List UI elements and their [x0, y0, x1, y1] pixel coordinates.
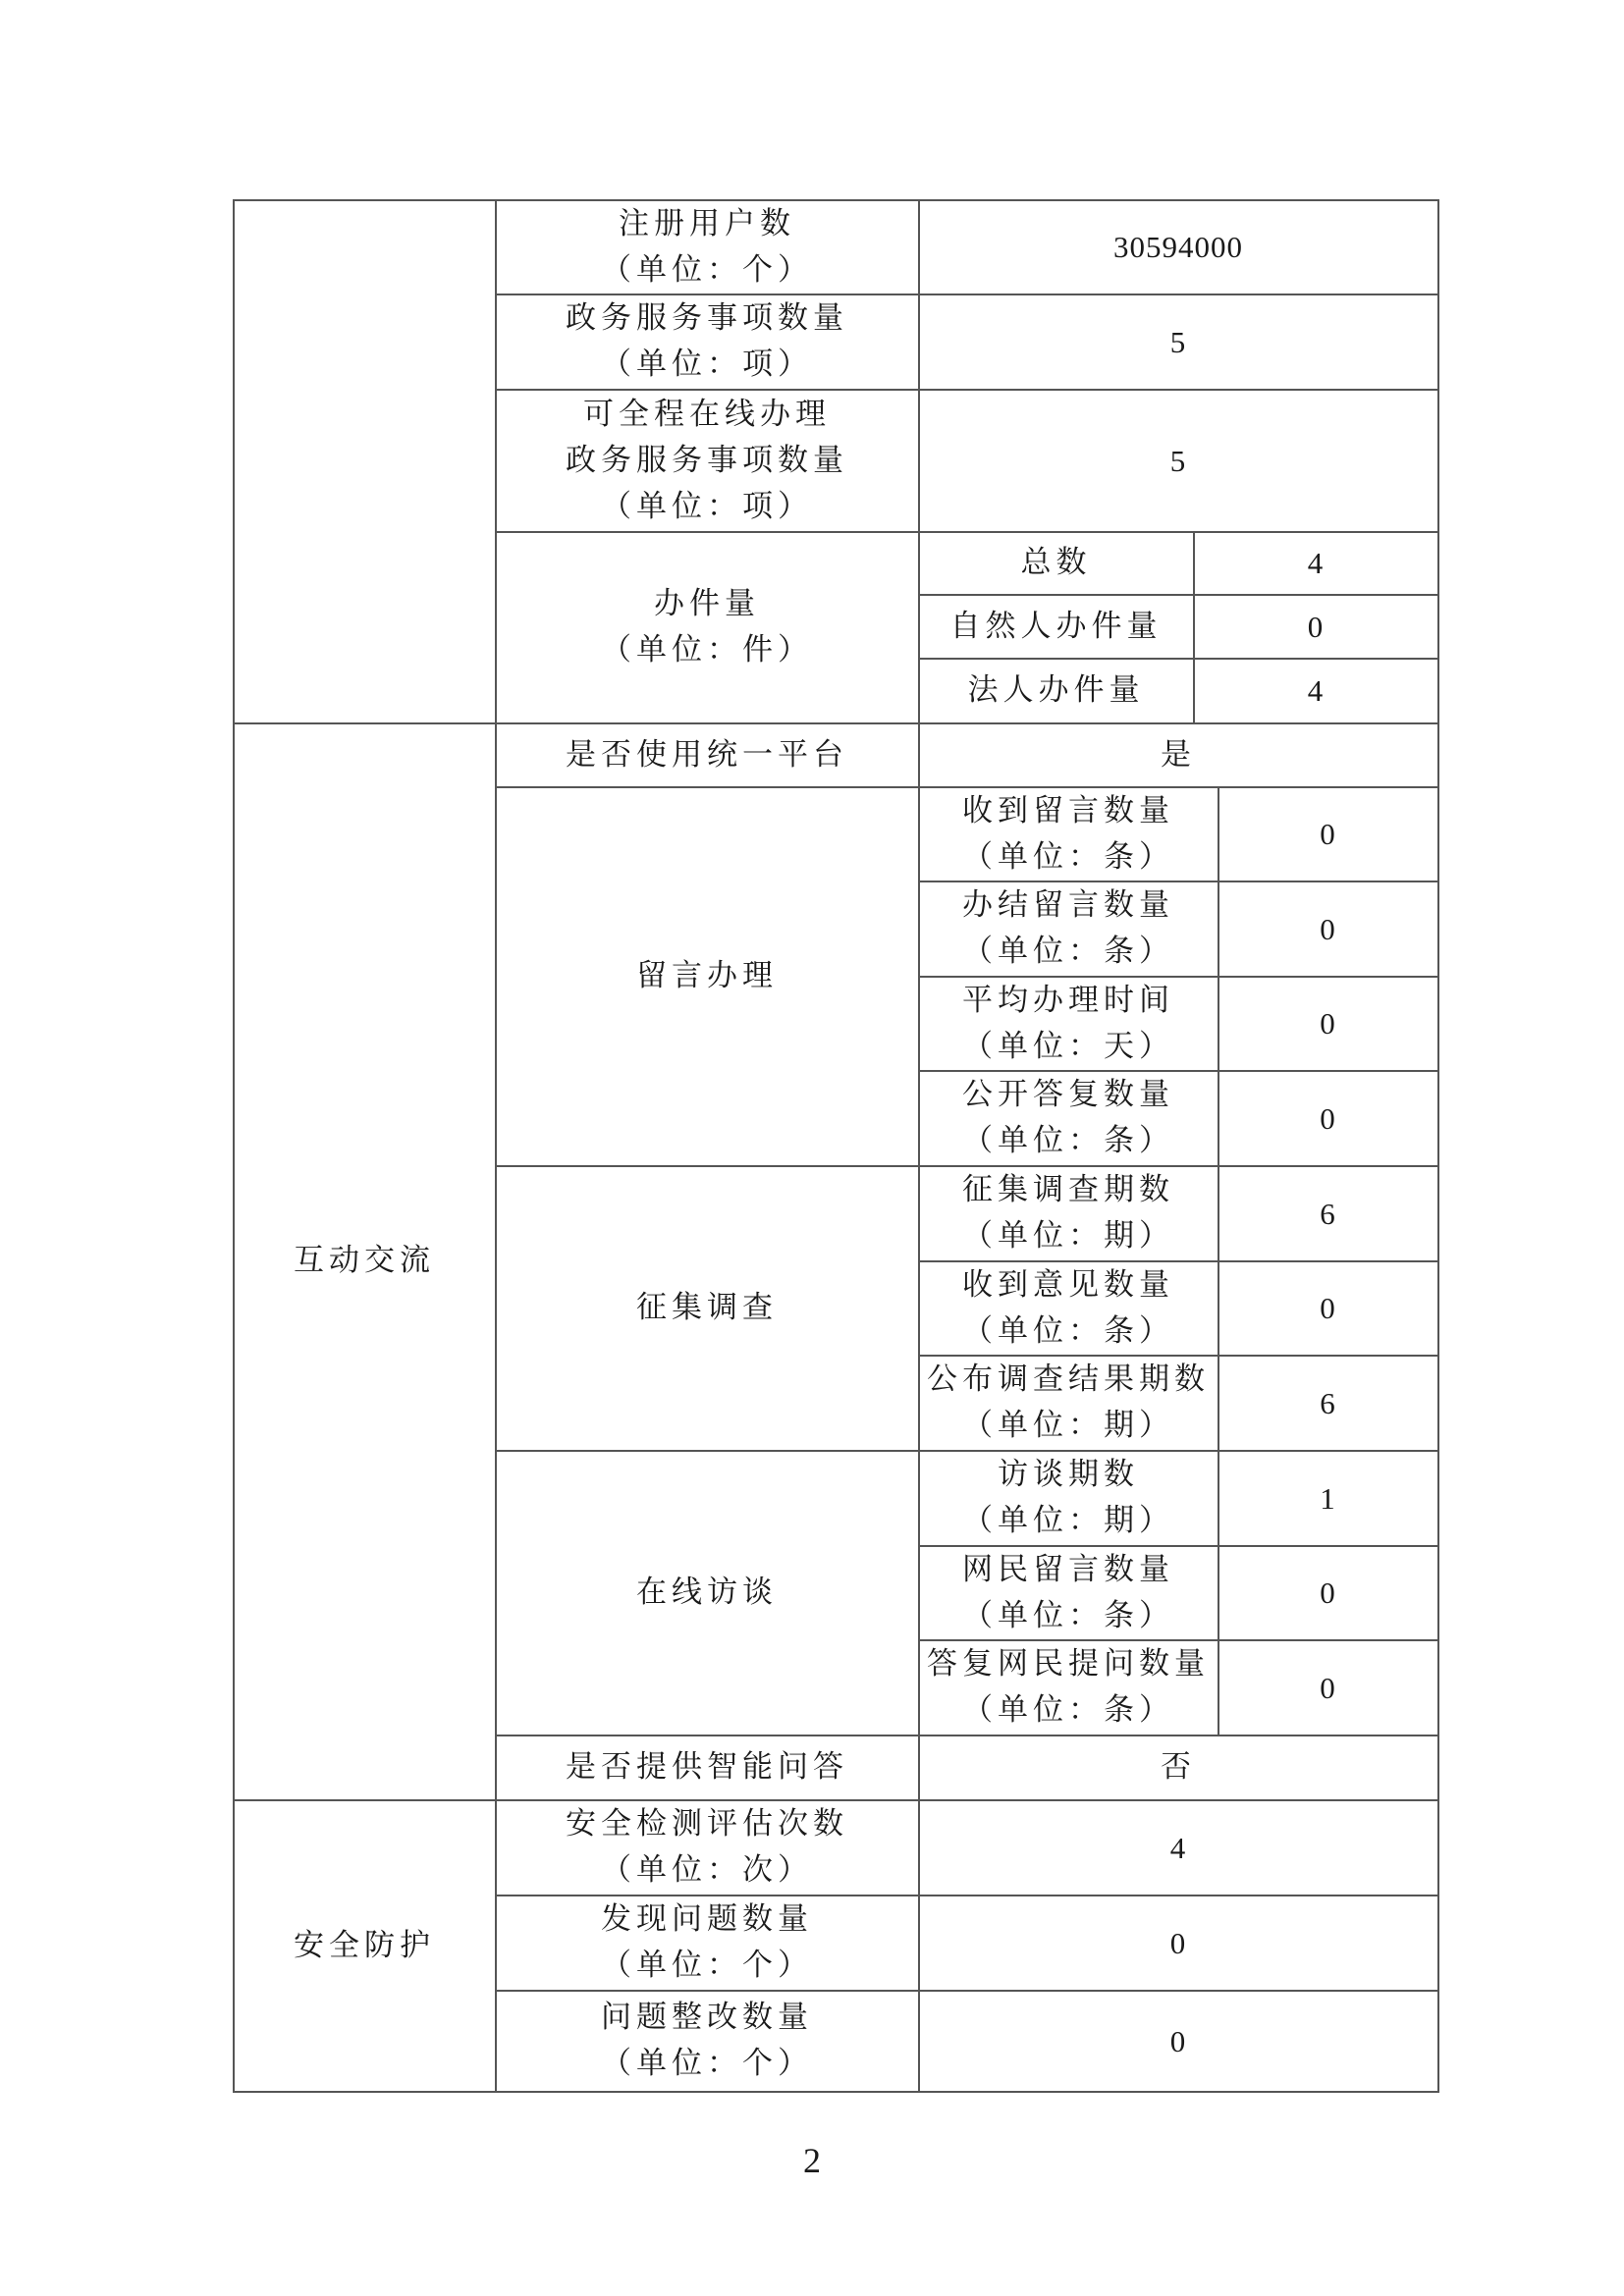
label-interview-comments — [918, 1545, 1218, 1640]
unit-text: （单位：期） — [962, 1503, 1174, 1538]
label-text: 是否使用统一平台 — [566, 736, 848, 773]
value-messages-received — [1218, 786, 1438, 881]
value-text: 0 — [1320, 1006, 1336, 1041]
value-survey-periods — [1218, 1165, 1438, 1261]
label-security-fixed — [495, 1990, 919, 2092]
value-unified-platform — [918, 722, 1438, 787]
unit-text: （单位：个） — [601, 2046, 813, 2081]
label-online-items — [495, 389, 919, 532]
unit-text: （单位：项） — [601, 347, 813, 382]
label-messages-public — [918, 1070, 1218, 1166]
value-survey-results — [1218, 1355, 1438, 1451]
unit-text: （单位：条） — [962, 1597, 1174, 1633]
label-text: 总数 — [1020, 545, 1092, 580]
unit-text: （单位：期） — [962, 1408, 1174, 1443]
value-interview-answers — [1218, 1639, 1438, 1735]
label-survey-opinions — [918, 1260, 1218, 1356]
value-security-issues — [918, 1895, 1438, 1991]
value-text: 1 — [1320, 1480, 1336, 1516]
unit-text: （单位：件） — [601, 632, 813, 667]
unit-text: （单位：条） — [962, 1312, 1174, 1349]
value-text: 4 — [1307, 673, 1325, 708]
value-text: 0 — [1320, 1291, 1336, 1325]
page-number: 2 — [803, 2141, 821, 2180]
label-text: 征集调查期数 — [962, 1172, 1174, 1207]
value-cases-total — [1193, 531, 1438, 595]
value-text: 4 — [1169, 1830, 1187, 1865]
label-text: 发现问题数量 — [601, 1901, 813, 1937]
label-text: 收到意见数量 — [962, 1266, 1174, 1303]
value-interview-periods — [1218, 1450, 1438, 1546]
value-survey-opinions — [1218, 1260, 1438, 1356]
value-text: 30594000 — [1113, 230, 1243, 264]
value-security-fixed — [918, 1990, 1438, 2092]
value-text: 0 — [1320, 817, 1336, 851]
label-security-issues — [495, 1895, 919, 1991]
label-survey-results — [918, 1355, 1218, 1451]
label-text: 在线访谈 — [636, 1575, 778, 1610]
label-cases-natural — [918, 594, 1194, 659]
section-security — [233, 1799, 496, 2092]
value-text: 6 — [1320, 1385, 1336, 1420]
label-survey-periods — [918, 1165, 1218, 1261]
label-text: 可全程在线办理 — [583, 396, 831, 432]
label-text: 网民留言数量 — [962, 1551, 1174, 1587]
value-text: 是 — [1161, 736, 1196, 773]
label-text: 是否提供智能问答 — [566, 1749, 848, 1785]
value-interview-comments — [1218, 1545, 1438, 1640]
unit-text: （单位：个） — [601, 1948, 813, 1983]
label-service-items — [495, 294, 919, 390]
label-text: 答复网民提问数量 — [927, 1646, 1210, 1682]
label-messages — [495, 786, 919, 1166]
label-text: 法人办件量 — [967, 672, 1145, 708]
value-cases-legal — [1193, 658, 1438, 723]
label-text: 办件量 — [654, 586, 760, 621]
section-label: 互动交流 — [294, 1243, 435, 1278]
unit-text: （单位：条） — [962, 838, 1174, 875]
label-cases-total — [918, 531, 1194, 595]
label-text: 政务服务事项数量 — [566, 300, 848, 336]
value-cases-natural — [1193, 594, 1438, 659]
value-smart-qa — [918, 1735, 1438, 1800]
section-interaction — [233, 722, 496, 1799]
value-messages-public — [1218, 1070, 1438, 1166]
label-cases-legal — [918, 658, 1194, 723]
label-text: 注册用户数 — [619, 205, 795, 241]
label-text: 问题整改数量 — [601, 2000, 813, 2035]
value-messages-closed — [1218, 881, 1438, 977]
label-text: 公开答复数量 — [962, 1077, 1174, 1112]
label-text: 收到留言数量 — [962, 792, 1174, 828]
label-text: 办结留言数量 — [962, 887, 1174, 923]
value-text: 0 — [1320, 1100, 1336, 1136]
unit-text: （单位：项） — [601, 488, 813, 524]
unit-text: （单位：条） — [962, 934, 1174, 969]
unit-text: （单位：期） — [962, 1218, 1174, 1254]
label-interview-answers — [918, 1639, 1218, 1735]
value-text: 0 — [1307, 609, 1325, 644]
label-text: 自然人办件量 — [949, 608, 1163, 644]
label-interview — [495, 1450, 919, 1735]
value-text: 0 — [1169, 2023, 1187, 2058]
section-label: 安全防护 — [294, 1927, 435, 1963]
label-survey — [495, 1165, 919, 1451]
label-text: 留言办理 — [636, 958, 778, 993]
label-smart-qa — [495, 1735, 919, 1800]
label-unified-platform — [495, 722, 919, 787]
value-service-items — [918, 294, 1438, 390]
label-text: 访谈期数 — [998, 1457, 1139, 1492]
label-text: 政务服务事项数量 — [566, 442, 848, 478]
label-registered-users — [495, 199, 919, 294]
label-security-checks — [495, 1799, 919, 1896]
value-online-items — [918, 389, 1438, 532]
label-cases — [495, 531, 919, 723]
label-text: 平均办理时间 — [962, 982, 1174, 1018]
label-text: 安全检测评估次数 — [566, 1806, 848, 1842]
label-text: 公布调查结果期数 — [927, 1362, 1210, 1397]
label-messages-closed — [918, 881, 1218, 977]
label-messages-received — [918, 786, 1218, 881]
value-text: 6 — [1320, 1196, 1336, 1231]
value-registered-users — [918, 199, 1438, 294]
value-text: 4 — [1307, 546, 1325, 580]
value-messages-avg-time — [1218, 976, 1438, 1071]
value-text: 否 — [1161, 1749, 1196, 1785]
value-text: 0 — [1320, 911, 1336, 946]
unit-text: （单位：个） — [601, 251, 813, 288]
label-text: 征集调查 — [636, 1290, 778, 1325]
value-text: 0 — [1320, 1575, 1336, 1610]
unit-text: （单位：条） — [962, 1692, 1174, 1728]
label-interview-periods — [918, 1450, 1218, 1546]
value-text: 5 — [1169, 324, 1187, 359]
value-text: 0 — [1320, 1670, 1336, 1705]
label-messages-avg-time — [918, 976, 1218, 1071]
value-security-checks — [918, 1799, 1438, 1896]
unit-text: （单位：次） — [601, 1852, 813, 1888]
value-text: 5 — [1169, 443, 1187, 478]
value-text: 0 — [1169, 1925, 1187, 1960]
unit-text: （单位：条） — [962, 1123, 1174, 1158]
unit-text: （单位：天） — [962, 1028, 1174, 1064]
